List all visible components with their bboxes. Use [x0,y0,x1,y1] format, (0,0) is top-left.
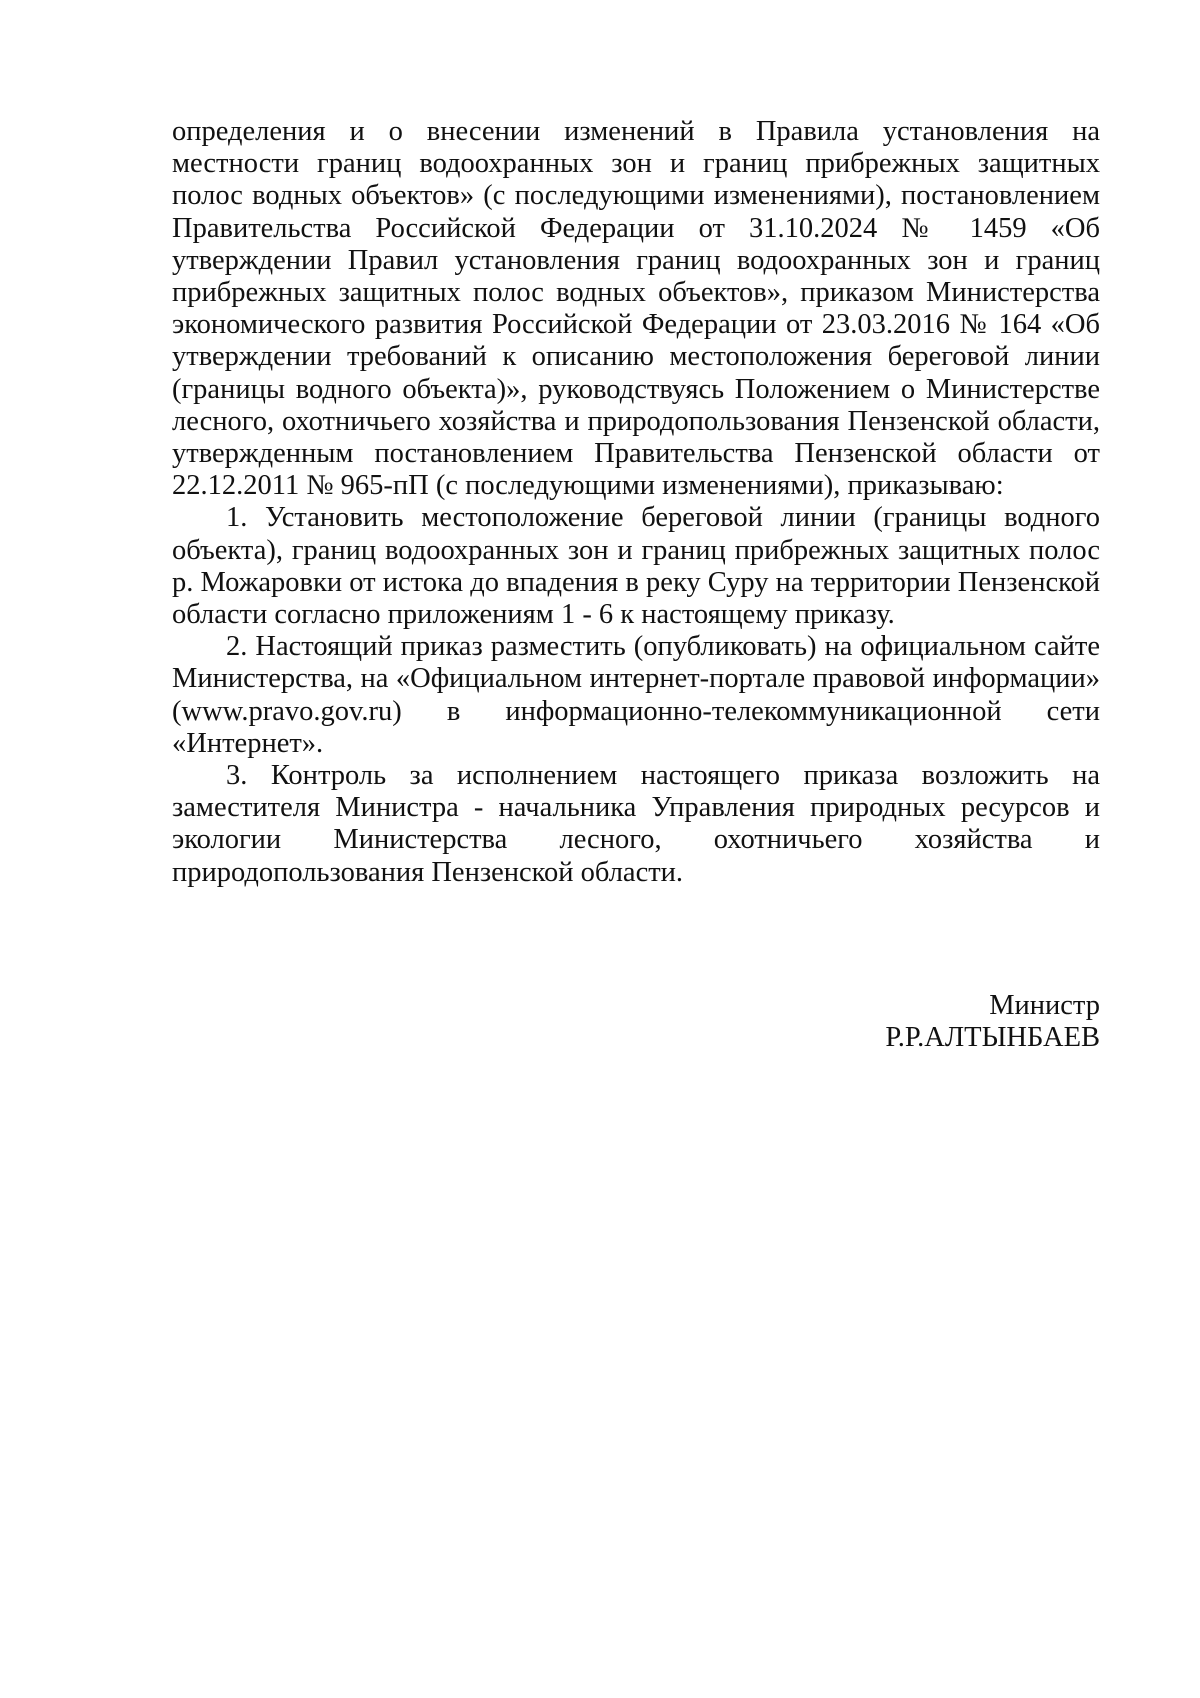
signatory-position: Министр [989,990,1100,1021]
signatory-name: Р.Р.АЛТЫНБАЕВ [885,1022,1100,1054]
order-item-3: 3. Контроль за исполнением настоящего приказа возложить на заместителя Министра - начальника Управления природных ресурсов и экологии Министерства лесного, охотничьего хозяйства и природопользования Пензенской области. [172,760,1100,888]
document-body [172,116,1100,889]
signature-block [885,990,1100,1054]
order-item-1: 1. Установить местоположение береговой линии (границы водного объекта), границ водоохранных зон и границ прибрежных защитных полос р. Можаровки от истока до впадения в реку Суру на территории Пензенской области согласно приложениям 1 - 6 к настоящему приказу. [172,502,1100,631]
order-item-2: 2. Настоящий приказ разместить (опубликовать) на официальном сайте Министерства, на «Официальном интернет-портале правовой информации» (www.pravo.gov.ru) в информационно-телекоммуникационной сети «Интернет». [172,631,1100,759]
intro-paragraph: определения и о внесении изменений в Правила установления на местности границ водоохранных зон и границ прибрежных защитных полос водных объектов» (с последующими изменениями), постановлением Правительства Российской Федерации от 31.10.2024 № 1459 «Об утверждении Правил установления границ водоохранных зон и границ прибрежных защитных полос водных объектов», приказом Министерства экономического развития Российской Федерации от 23.03.2016 № 164 «Об утверждении требований к описанию местоположения береговой линии (границы водного объекта)», руководствуясь Положением о Министерстве лесного, охотничьего хозяйства и природопользования Пензенской области, утвержденным постановлением Правительства Пензенской области от 22.12.2011 № 965-пП (с последующими изменениями), приказываю: [172,116,1100,502]
